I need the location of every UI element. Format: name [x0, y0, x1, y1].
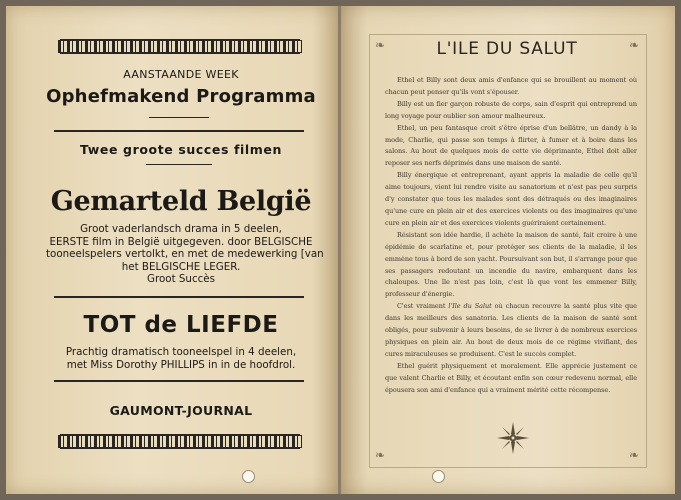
- description-line: het BELGISCHE LEGER.: [121, 260, 241, 273]
- story-paragraph: C'est vraiment l'Ile du Salut où chacun recouvre la santé plus vite que dans les meilleurs des sanatoria. Les clients de la maison de santé sont obligés, pour subvenir à leurs besoins, de se livrer à de nombreux exercices physiques en plein air. Au bout de deux mois de ce régime vivifiant, des cures miraculeuses se produisent. C'est le succès complet.: [385, 302, 637, 358]
- staple-hole: [242, 470, 255, 483]
- staple-hole: [432, 470, 445, 483]
- description-line: Prachtig dramatisch tooneelspel in 4 deelen,: [65, 346, 297, 358]
- italic-title-phrase: l'Ile du Salut: [448, 302, 492, 311]
- story-paragraph: Ethel, un peu fantasque croit s'être éprise d'un bellâtre, un dandy à la mode, Charlie, qui passe son temps à flirter, à fumer et à boire dans les salons. Au bout de quelques mois de cette vie déprimante, Ethel doit aller reposer ses nerfs déprimés dans une maison de santé.: [385, 123, 637, 168]
- corner-ornament-icon: ❧: [374, 38, 386, 52]
- description-line: met Miss Dorothy PHILLIPS in in de hoofdrol.: [66, 358, 296, 371]
- short-rule: [146, 164, 212, 165]
- subtitle: Twee groote succes filmen: [80, 142, 282, 157]
- film1-description: [46, 223, 324, 286]
- top-ornament-border: [58, 40, 302, 53]
- story-paragraph: Résistant son idée hardie, il achète la maison de santé, fait croire à une épidémie de scarlatine et, pour protéger ses clients de la maladie, il les emmène tous à bord de son yacht. Poursuivant son but, il s'arrange pour que ses passagers redoutant un incendie du navire, embarquent dans les chaloupes. Une île n'est pas loin, c'est là que vont les emmener Billy, professeur d'énergie.: [385, 230, 637, 299]
- story-paragraph: Ethel et Billy sont deux amis d'enfance qui se brouillent au moment où chacun peut penser qu'ils vont s'épouser.: [385, 76, 637, 96]
- story-paragraph: Ethel guérit physiquement et moralement. Elle apprécie justement ce que valent Charlie et Billy, et écoutant enfin son cœur redevenu normal, elle épousera son ami d'enfance qui a vraiment mérité cette récompense.: [385, 361, 637, 394]
- corner-ornament-icon: ❧: [628, 448, 640, 462]
- story-paragraph: Billy énergique et entreprenant, ayant appris la maladie de celle qu'il aime toujours, vient lui rendre visite au sanatorium et n'est pas peu surpris d'y constater que tous les malades sont des détraqués ou des imaginaires qu'une cure en plein air et des exercices violents ou des imaginaires qu'une cure en plein air et des exercices violents guériraient certainement.: [385, 171, 637, 227]
- story-text: [385, 75, 637, 396]
- section-rule: [54, 130, 304, 132]
- left-page: [6, 6, 338, 494]
- description-line: Groot Succès: [147, 273, 215, 286]
- corner-ornament-icon: ❧: [374, 448, 386, 462]
- section-rule: [54, 296, 304, 298]
- story-title: L'ILE DU SALUT: [436, 39, 578, 59]
- week-label: AANSTAANDE WEEK: [123, 68, 239, 81]
- corner-ornament-icon: ❧: [628, 38, 640, 52]
- section-rule: [54, 380, 304, 382]
- description-line: tooneelspelers vertolkt, en met de medewerking [van: [46, 248, 324, 261]
- short-rule: [149, 117, 209, 118]
- booklet-spread: [6, 6, 675, 494]
- film1-title: Gemarteld België: [50, 186, 312, 217]
- film2-description: [46, 346, 316, 371]
- program-title: Ophefmakend Programma: [46, 86, 316, 107]
- bottom-ornament-border: [58, 435, 302, 448]
- description-line: EERSTE film in België uitgegeven. door BELGISCHE: [49, 235, 313, 248]
- film2-title: TOT de LIEFDE: [83, 312, 279, 338]
- journal-title: GAUMONT-JOURNAL: [109, 403, 253, 418]
- story-paragraph: Billy est un fier garçon robuste de corps, sain d'esprit qui entreprend un long voyage pour oublier son amour malheureux.: [385, 99, 637, 120]
- right-page: [341, 6, 675, 494]
- rosette-ornament-icon: [496, 421, 530, 455]
- description-line: Groot vaderlandsch drama in 5 deelen,: [80, 223, 282, 235]
